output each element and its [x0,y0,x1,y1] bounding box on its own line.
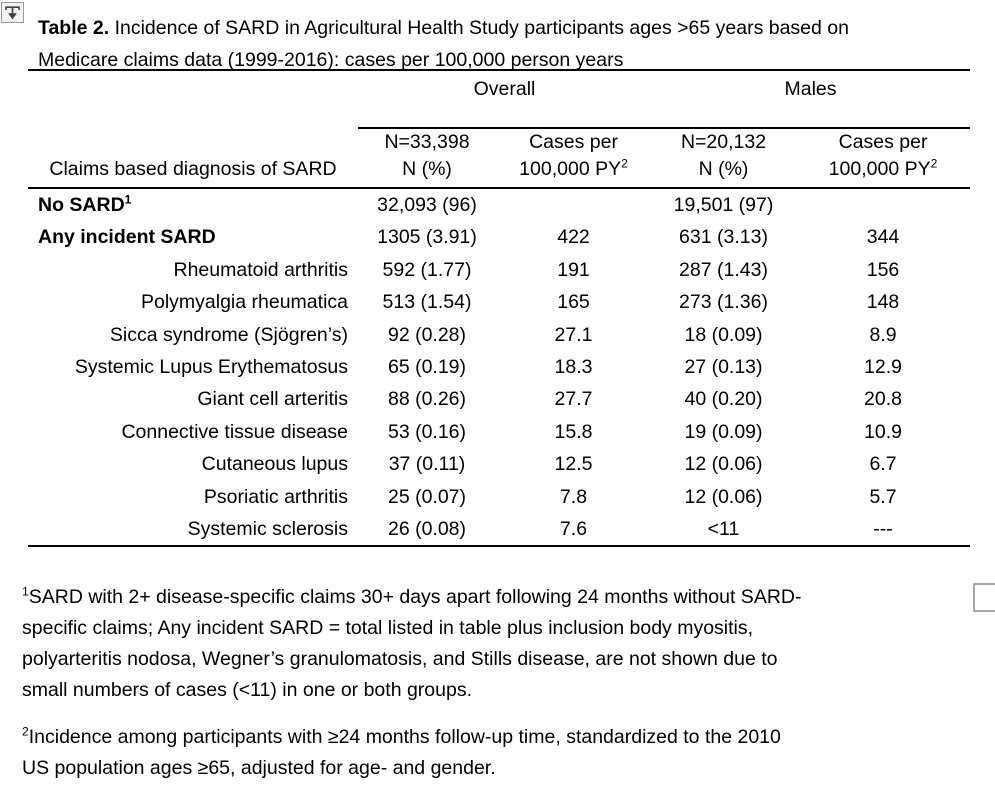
cell-overall-rate: 422 [557,226,590,249]
cell-males-n: 12 (0.06) [684,453,763,476]
table-row [28,221,970,253]
table-row [28,286,970,318]
cell-overall-rate: 7.8 [559,485,588,508]
overall-n-pct: N (%) [402,158,452,180]
cell-males-rate: 156 [866,258,900,281]
row-label: Polymyalgia rheumatica [140,291,348,314]
column-header-males-n [651,128,796,188]
column-header-overall-n [358,128,496,188]
cell-overall-n: 1305 (3.91) [377,226,477,249]
anchor-glyph-icon [4,5,21,20]
footnote-1: $^1$SARD with 2+ disease-specific claims 30+ days apart following 24 months without SARD- specific claims; Any incident SARD = total listed in table plus inclusion body myositis, polyarteritis nodosa, Wegner’s granulomatosis, and Stills disease, are not shown due to small numbers of cases (<11) in one or both groups. [22,584,802,701]
row-label: Sicca syndrome (Sjögren’s) [109,323,348,346]
overall-rate-line2: 100,000 PY [519,158,622,180]
row-label: Systemic sclerosis [28,513,358,546]
column-header-diagnosis: Claims based diagnosis of SARD [28,128,358,188]
cell-males-rate: 12.9 [864,356,902,379]
footnote-2-marker: 2 [22,724,29,739]
cell-overall-n: 26 (0.08) [358,513,496,546]
row-label: Any incident SARD [38,226,216,249]
cell-overall-n: 65 (0.19) [387,356,467,379]
row-label: Connective tissue disease [121,420,348,443]
cell-males-rate: 8.9 [869,323,897,346]
males-rate-line1: Cases per [838,131,928,153]
cell-males-n: 631 (3.13) [679,226,768,249]
cell-males-n: 273 (1.36) [679,291,768,314]
cell-males-n: 27 (0.13) [684,356,763,379]
row-label: Cutaneous lupus [201,453,348,476]
cell-overall-rate: 191 [557,258,590,281]
cell-overall-rate: 165 [557,291,590,314]
table-title [38,13,978,76]
sard-incidence-table [28,69,970,547]
cell-males-rate: 6.7 [869,453,897,476]
overall-n-count: N=33,398 [384,131,470,153]
cell-males-rate: 344 [866,226,900,249]
cell-males-rate: 148 [866,291,900,314]
males-rate-footnote-marker: 2 [930,156,938,171]
cell-overall-n: 37 (0.11) [388,453,466,476]
footnote-1-marker: 1 [22,584,29,599]
table-row [28,448,970,480]
cell-males-rate: 5.7 [869,485,897,508]
row-footnote-marker: 1 [124,192,132,207]
table-title-text-line1: Incidence of SARD in Agricultural Health Study participants ages >65 years based on [109,17,849,39]
overall-rate-footnote-marker: 2 [621,156,628,171]
cell-overall-n: 32,093 (96) [377,194,477,216]
cell-males-n: 287 (1.43) [679,258,768,281]
cell-overall-n: 25 (0.07) [387,485,467,508]
cell-overall-rate: 27.7 [554,388,593,411]
table-row [28,254,970,286]
cell-males-rate: --- [796,513,970,546]
object-anchor-icon[interactable] [1,2,24,23]
cell-overall-n: 92 (0.28) [387,323,467,346]
cell-males-rate [796,188,970,221]
table-title-text-line2: Medicare claims data (1999-2016): cases per 100,000 person years [38,48,624,71]
table-row [28,319,970,351]
group-header-row [28,70,970,128]
cell-overall-n: 53 (0.16) [387,420,467,443]
table-row [28,416,970,448]
males-n-pct: N (%) [698,158,749,180]
cell-males-n: 40 (0.20) [684,388,763,411]
cell-overall-rate: 12.5 [554,453,593,476]
cell-males-rate: 20.8 [864,388,902,411]
footnote-2: $^2$Incidence among participants with ≥24 months follow-up time, standardized to the 2010 US population ages ≥65, adjusted for age- and gender. [22,724,781,779]
table-row [28,481,970,513]
row-label: Rheumatoid arthritis [173,258,348,281]
table-row [28,351,970,383]
cell-males-n: 19,501 (97) [673,194,774,216]
column-header-row [28,128,970,188]
table-row [28,188,970,221]
cell-overall-rate: 27.1 [554,323,593,346]
table-title-label: Table 2. [38,17,110,39]
column-group-males: Males [651,70,970,128]
cell-males-n: 18 (0.09) [684,323,763,346]
cell-males-rate: 10.9 [864,420,902,443]
males-n-count: N=20,132 [680,131,767,153]
column-header-males-rate [796,128,970,188]
cell-overall-n: 88 (0.26) [387,388,467,411]
cell-males-n: 19 (0.09) [684,420,763,443]
row-label: Psoriatic arthritis [203,485,348,508]
empty-checkbox[interactable] [973,583,995,612]
overall-rate-line1: Cases per [529,131,618,153]
cell-overall-rate: 15.8 [554,420,593,443]
males-rate-line2: 100,000 PY [828,158,931,180]
row-label: No SARD$^1$ [38,192,132,216]
table-row [28,383,970,415]
group-header-spacer [28,70,358,128]
table-row [28,513,970,546]
cell-overall-rate: 7.6 [496,513,651,546]
column-group-overall: Overall [358,70,651,128]
cell-overall-rate [496,188,651,221]
cell-males-n: <11 [651,513,796,546]
cell-overall-n: 592 (1.77) [382,258,472,281]
column-header-overall-rate [496,128,651,188]
row-label: Giant cell arteritis [197,388,348,411]
cell-males-n: 12 (0.06) [684,485,763,508]
row-label: Systemic Lupus Erythematosus [74,356,348,379]
cell-overall-rate: 18.3 [554,356,593,379]
cell-overall-n: 513 (1.54) [382,291,472,314]
